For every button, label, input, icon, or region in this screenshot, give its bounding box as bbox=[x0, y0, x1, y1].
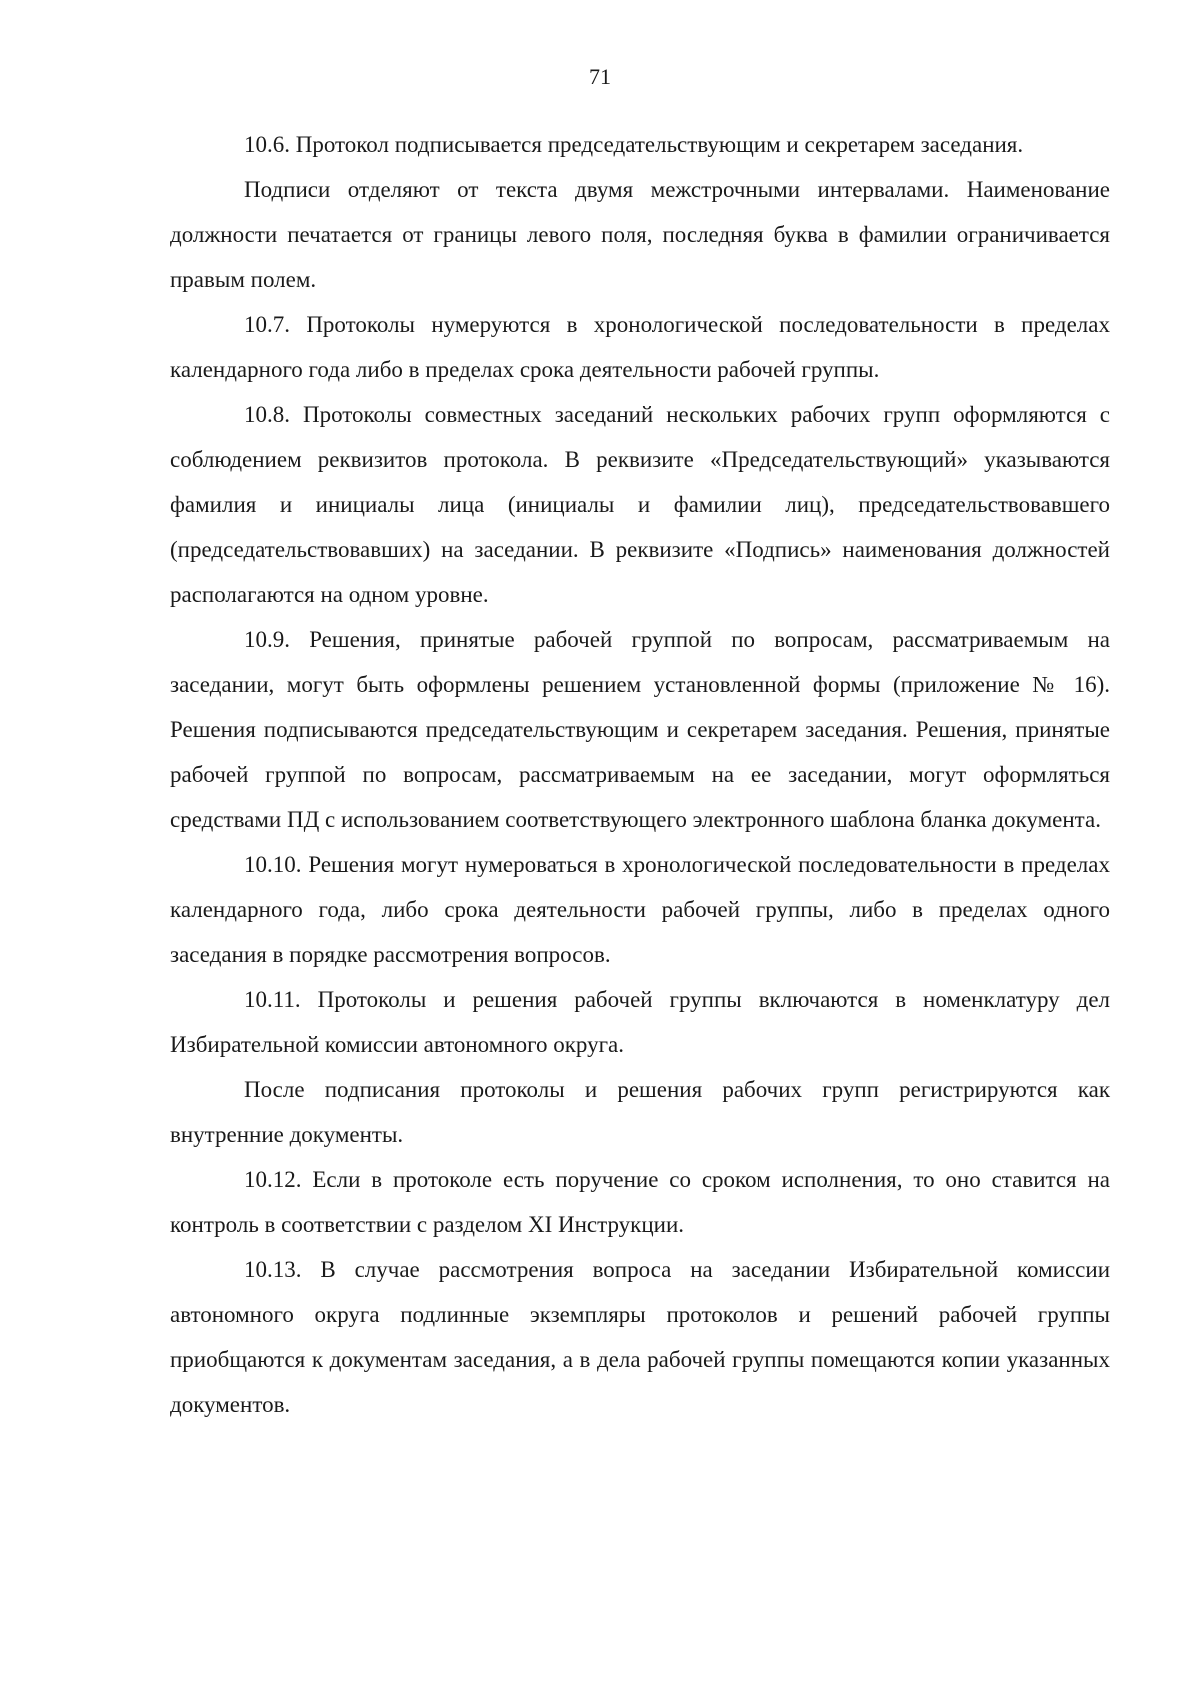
paragraph-10-12: 10.12. Если в протоколе есть поручение со сроком исполнения, то оно ставится на контроль в соответствии с разделом XI Инструкции. bbox=[170, 1167, 1110, 1237]
paragraph-10-7: 10.7. Протоколы нумеруются в хронологической последовательности в пределах календарного года либо в пределах срока деятельности рабочей группы. bbox=[170, 312, 1110, 382]
paragraph-10-6: 10.6. Протокол подписывается председательствующим и секретарем заседания. bbox=[244, 132, 1024, 157]
paragraph-10-11: 10.11. Протоколы и решения рабочей группы включаются в номенклатуру дел Избирательной комиссии автономного округа. bbox=[170, 987, 1110, 1057]
paragraph-registration: После подписания протоколы и решения рабочих групп регистрируются как внутренние документы. bbox=[170, 1077, 1110, 1147]
paragraph-10-10: 10.10. Решения могут нумероваться в хронологической последовательности в пределах календарного года, либо срока деятельности рабочей группы, либо в пределах одного заседания в порядке рассмотрения вопросов. bbox=[170, 852, 1110, 967]
paragraph-signatures: Подписи отделяют от текста двумя межстрочными интервалами. Наименование должности печатается от границы левого поля, последняя буква в фамилии ограничивается правым полем. bbox=[170, 177, 1110, 292]
document-body bbox=[170, 122, 1110, 1427]
page-number: 71 bbox=[589, 64, 611, 89]
paragraph-10-13: 10.13. В случае рассмотрения вопроса на заседании Избирательной комиссии автономного округа подлинные экземпляры протоколов и решений рабочей группы приобщаются к документам заседания, а в дела рабочей группы помещаются копии указанных документов. bbox=[170, 1257, 1110, 1417]
paragraph-10-9: 10.9. Решения, принятые рабочей группой по вопросам, рассматриваемым на заседании, могут быть оформлены решением установленной формы (приложение № 16). Решения подписываются председательствующим и секретарем заседания. Решения, принятые рабочей группой по вопросам, рассматриваемым на ее заседании, могут оформляться средствами ПД с использованием соответствующего электронного шаблона бланка документа. bbox=[170, 627, 1110, 832]
paragraph-10-8: 10.8. Протоколы совместных заседаний нескольких рабочих групп оформляются с соблюдением реквизитов протокола. В реквизите «Председательствующий» указываются фамилия и инициалы лица (инициалы и фамилии лиц), председательствовавшего (председательствовавших) на заседании. В реквизите «Подпись» наименования должностей располагаются на одном уровне. bbox=[170, 402, 1110, 607]
